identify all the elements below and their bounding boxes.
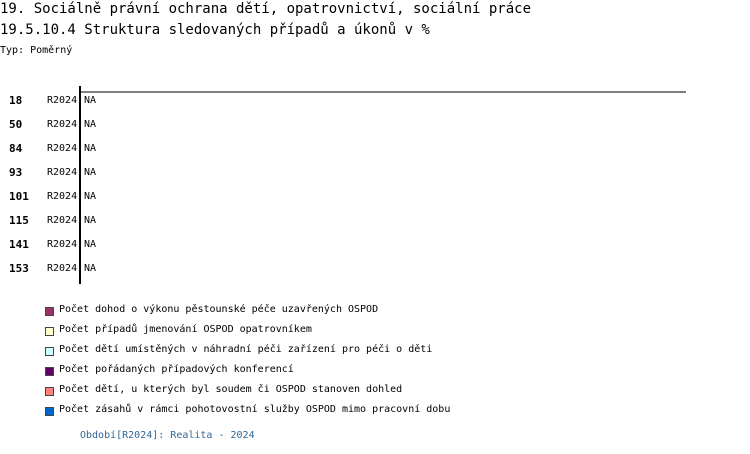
chart-subtitle: 19.5.10.4 Struktura sledovaných případů a úkonů v % bbox=[0, 22, 430, 38]
category-label: 50 bbox=[9, 118, 23, 131]
legend-label: Počet dohod o výkonu pěstounské péče uzavřených OSPOD bbox=[59, 304, 379, 315]
chart-type-label: Typ: Poměrný bbox=[0, 45, 73, 56]
value-label: NA bbox=[84, 263, 97, 274]
value-label: NA bbox=[84, 239, 97, 250]
category-label: 93 bbox=[9, 166, 23, 179]
value-label: NA bbox=[84, 167, 97, 178]
value-label: NA bbox=[84, 95, 97, 106]
value-label: NA bbox=[84, 215, 97, 226]
value-label: NA bbox=[84, 143, 97, 154]
category-label: 101 bbox=[9, 190, 29, 203]
category-label: 18 bbox=[9, 94, 23, 107]
legend-label: Počet zásahů v rámci pohotovostní služby OSPOD mimo pracovní dobu bbox=[59, 404, 451, 415]
period-label: R2024 bbox=[47, 239, 78, 250]
period-label: R2024 bbox=[47, 167, 78, 178]
legend-label: Počet dětí umístěných v náhradní péči zařízení pro péči o děti bbox=[59, 344, 433, 355]
legend-label: Počet dětí, u kterých byl soudem či OSPOD stanoven dohled bbox=[59, 384, 403, 395]
category-label: 115 bbox=[9, 214, 29, 227]
legend-swatch bbox=[45, 407, 54, 416]
category-label: 84 bbox=[9, 142, 23, 155]
legend-swatch bbox=[45, 307, 54, 316]
period-label: R2024 bbox=[47, 191, 78, 202]
value-label: NA bbox=[84, 119, 97, 130]
category-label: 153 bbox=[9, 262, 29, 275]
period-label: R2024 bbox=[47, 95, 78, 106]
period-label: R2024 bbox=[47, 263, 78, 274]
period-label: R2024 bbox=[47, 215, 78, 226]
legend-swatch bbox=[45, 367, 54, 376]
value-label: NA bbox=[84, 191, 97, 202]
legend-swatch bbox=[45, 387, 54, 396]
legend-swatch bbox=[45, 347, 54, 356]
period-note: Období[R2024]: Realita - 2024 bbox=[80, 430, 255, 441]
period-label: R2024 bbox=[47, 143, 78, 154]
legend-label: Počet případů jmenování OSPOD opatrovníkem bbox=[59, 324, 312, 335]
category-label: 141 bbox=[9, 238, 29, 251]
period-label: R2024 bbox=[47, 119, 78, 130]
legend-swatch bbox=[45, 327, 54, 336]
legend-label: Počet pořádaných případových konferencí bbox=[59, 364, 294, 375]
page-title: 19. Sociálně právní ochrana dětí, opatrovnictví, sociální práce bbox=[0, 1, 532, 17]
